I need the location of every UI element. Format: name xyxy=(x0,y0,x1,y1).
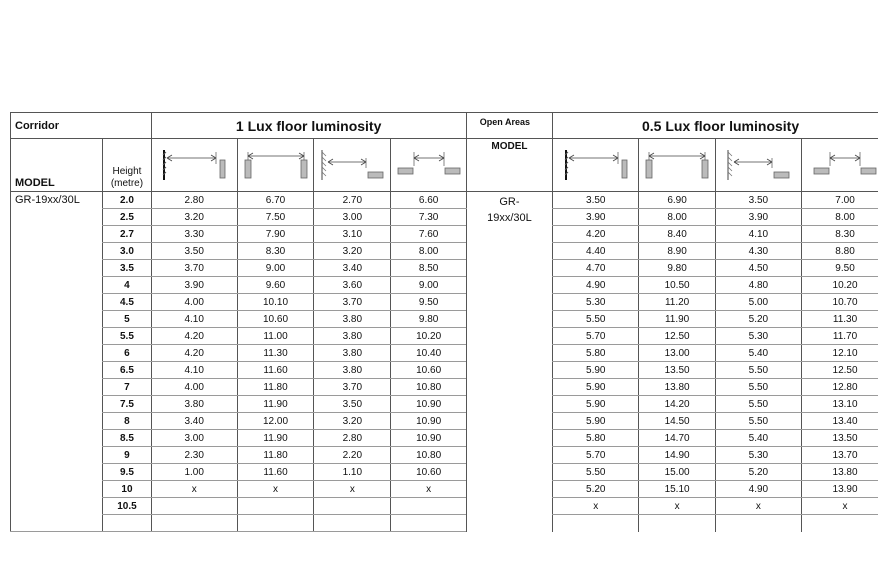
left-value-cell xyxy=(314,515,391,532)
left-value-cell xyxy=(314,498,391,515)
right-value-cell: 9.50 xyxy=(802,260,878,277)
left-value-cell: 3.20 xyxy=(151,209,237,226)
right-value-cell: 5.20 xyxy=(553,481,639,498)
left-value-cell: 3.20 xyxy=(314,243,391,260)
right-model-header: MODEL xyxy=(466,139,552,192)
right-value-cell: 14.50 xyxy=(639,413,715,430)
height-cell: 5 xyxy=(103,311,151,328)
table-row xyxy=(11,379,878,396)
right-value-cell: 9.80 xyxy=(639,260,715,277)
right-value-cell: 8.40 xyxy=(639,226,715,243)
header-row xyxy=(11,139,878,192)
height-cell: 2.5 xyxy=(103,209,151,226)
right-value-cell: 3.50 xyxy=(715,192,801,209)
left-value-cell: 3.80 xyxy=(314,311,391,328)
height-header xyxy=(103,139,151,192)
left-value-cell: 11.90 xyxy=(237,430,313,447)
table-row xyxy=(11,311,878,328)
left-value-cell xyxy=(391,498,466,515)
table-row xyxy=(11,209,878,226)
height-cell: 6 xyxy=(103,345,151,362)
left-value-cell: x xyxy=(151,481,237,498)
left-value-cell: 9.00 xyxy=(237,260,313,277)
left-value-cell: 3.70 xyxy=(151,260,237,277)
right-value-cell: 4.40 xyxy=(553,243,639,260)
left-value-cell: 12.00 xyxy=(237,413,313,430)
left-value-cell xyxy=(151,498,237,515)
table-row xyxy=(11,226,878,243)
table-body xyxy=(11,192,878,532)
height-cell: 10 xyxy=(103,481,151,498)
right-value-cell: 11.90 xyxy=(639,311,715,328)
left-value-cell: 10.80 xyxy=(391,447,466,464)
left-value-cell: 9.60 xyxy=(237,277,313,294)
right-value-cell: x xyxy=(802,498,878,515)
right-value-cell: 15.10 xyxy=(639,481,715,498)
left-value-cell: 6.60 xyxy=(391,192,466,209)
right-value-cell: 5.90 xyxy=(553,362,639,379)
left-value-cell: 7.30 xyxy=(391,209,466,226)
right-value-cell: 5.70 xyxy=(553,328,639,345)
left-value-cell: 10.20 xyxy=(391,328,466,345)
height-cell: 4.5 xyxy=(103,294,151,311)
left-luminosity-title: 1 Lux floor luminosity xyxy=(151,113,466,139)
table-row xyxy=(11,192,878,209)
right-value-cell: 5.50 xyxy=(715,396,801,413)
right-value-cell: 11.70 xyxy=(802,328,878,345)
left-value-cell: x xyxy=(237,481,313,498)
left-value-cell: 4.00 xyxy=(151,294,237,311)
height-cell: 2.7 xyxy=(103,226,151,243)
left-value-cell: 8.50 xyxy=(391,260,466,277)
height-cell: 4 xyxy=(103,277,151,294)
right-value-cell: 8.00 xyxy=(802,209,878,226)
left-value-cell: 1.00 xyxy=(151,464,237,481)
corner-to-corner-icon xyxy=(391,139,466,192)
right-value-cell xyxy=(639,515,715,532)
right-value-cell: 14.90 xyxy=(639,447,715,464)
left-value-cell xyxy=(151,515,237,532)
height-cell: 7.5 xyxy=(103,396,151,413)
right-value-cell: 3.90 xyxy=(715,209,801,226)
right-value-cell: 5.30 xyxy=(715,447,801,464)
right-value-cell: 5.80 xyxy=(553,345,639,362)
left-value-cell xyxy=(391,515,466,532)
table-row xyxy=(11,345,878,362)
wall-to-fixture-icon xyxy=(553,139,639,192)
table-row xyxy=(11,447,878,464)
table-row xyxy=(11,396,878,413)
right-value-cell: 7.00 xyxy=(802,192,878,209)
table-row xyxy=(11,498,878,515)
height-header-unit: (metre) xyxy=(110,178,144,189)
right-value-cell: 5.90 xyxy=(553,379,639,396)
right-value-cell: 4.90 xyxy=(553,277,639,294)
right-value-cell: 4.80 xyxy=(715,277,801,294)
left-value-cell: 2.20 xyxy=(314,447,391,464)
left-value-cell: 11.60 xyxy=(237,464,313,481)
right-value-cell: 11.30 xyxy=(802,311,878,328)
left-value-cell: 10.90 xyxy=(391,413,466,430)
left-value-cell: 3.20 xyxy=(314,413,391,430)
left-value-cell: 3.70 xyxy=(314,294,391,311)
right-value-cell: 13.80 xyxy=(802,464,878,481)
table-row xyxy=(11,328,878,345)
left-value-cell: 3.00 xyxy=(151,430,237,447)
table-row xyxy=(11,243,878,260)
height-cell: 8 xyxy=(103,413,151,430)
table-row xyxy=(11,362,878,379)
table-row xyxy=(11,294,878,311)
right-value-cell: 13.40 xyxy=(802,413,878,430)
right-value-cell: 13.00 xyxy=(639,345,715,362)
height-cell xyxy=(103,515,151,532)
height-cell: 3.5 xyxy=(103,260,151,277)
right-value-cell: x xyxy=(553,498,639,515)
right-value-cell: 10.50 xyxy=(639,277,715,294)
left-model-name: GR-19xx/30L xyxy=(11,192,103,532)
right-model-name xyxy=(466,192,552,532)
right-value-cell: 12.10 xyxy=(802,345,878,362)
right-value-cell xyxy=(802,515,878,532)
left-value-cell: 10.10 xyxy=(237,294,313,311)
left-value-cell: 11.80 xyxy=(237,447,313,464)
table-row xyxy=(11,260,878,277)
left-value-cell: 3.80 xyxy=(151,396,237,413)
table-row xyxy=(11,481,878,498)
left-value-cell: 2.30 xyxy=(151,447,237,464)
table-row xyxy=(11,430,878,447)
left-value-cell: 3.30 xyxy=(151,226,237,243)
right-value-cell: 4.10 xyxy=(715,226,801,243)
corridor-label: Corridor xyxy=(11,113,152,139)
left-value-cell: 9.80 xyxy=(391,311,466,328)
right-value-cell: 3.50 xyxy=(553,192,639,209)
spacing-table xyxy=(10,112,878,532)
fixture-to-fixture-icon xyxy=(639,139,715,192)
right-value-cell: 6.90 xyxy=(639,192,715,209)
right-value-cell: 5.50 xyxy=(553,464,639,481)
wall-to-corner-icon xyxy=(314,139,391,192)
left-value-cell: x xyxy=(314,481,391,498)
left-value-cell: 11.30 xyxy=(237,345,313,362)
right-model-name-line2: 19xx/30L xyxy=(487,212,532,224)
left-value-cell xyxy=(237,498,313,515)
left-value-cell: 10.60 xyxy=(391,362,466,379)
title-row xyxy=(11,113,878,139)
left-value-cell: 2.80 xyxy=(314,430,391,447)
right-value-cell: 13.70 xyxy=(802,447,878,464)
left-value-cell: 4.10 xyxy=(151,311,237,328)
corner-to-corner-icon xyxy=(802,139,878,192)
right-value-cell xyxy=(553,515,639,532)
right-value-cell: 8.30 xyxy=(802,226,878,243)
right-value-cell: 5.50 xyxy=(715,362,801,379)
right-value-cell: 5.40 xyxy=(715,430,801,447)
table-row xyxy=(11,277,878,294)
left-value-cell: 11.60 xyxy=(237,362,313,379)
left-value-cell: 3.80 xyxy=(314,328,391,345)
left-value-cell: 11.80 xyxy=(237,379,313,396)
right-luminosity-title: 0.5 Lux floor luminosity xyxy=(553,113,878,139)
right-value-cell: 8.00 xyxy=(639,209,715,226)
left-value-cell: 3.50 xyxy=(151,243,237,260)
right-value-cell: 4.70 xyxy=(553,260,639,277)
left-value-cell: 3.70 xyxy=(314,379,391,396)
right-value-cell: 13.80 xyxy=(639,379,715,396)
right-value-cell: 4.50 xyxy=(715,260,801,277)
left-value-cell: 9.00 xyxy=(391,277,466,294)
height-cell: 9.5 xyxy=(103,464,151,481)
right-value-cell: 5.50 xyxy=(715,413,801,430)
height-cell: 8.5 xyxy=(103,430,151,447)
left-value-cell: 3.40 xyxy=(314,260,391,277)
left-value-cell: 9.50 xyxy=(391,294,466,311)
right-value-cell: 5.90 xyxy=(553,396,639,413)
left-value-cell: 6.70 xyxy=(237,192,313,209)
right-value-cell: 10.20 xyxy=(802,277,878,294)
left-value-cell: 3.80 xyxy=(314,362,391,379)
right-value-cell: 4.20 xyxy=(553,226,639,243)
wall-to-fixture-icon xyxy=(151,139,237,192)
height-cell: 9 xyxy=(103,447,151,464)
left-value-cell: 3.10 xyxy=(314,226,391,243)
left-value-cell: 4.10 xyxy=(151,362,237,379)
left-value-cell: x xyxy=(391,481,466,498)
right-value-cell: 11.20 xyxy=(639,294,715,311)
right-value-cell: 5.40 xyxy=(715,345,801,362)
left-value-cell: 4.20 xyxy=(151,328,237,345)
left-value-cell: 2.80 xyxy=(151,192,237,209)
right-value-cell xyxy=(715,515,801,532)
right-value-cell: 12.50 xyxy=(639,328,715,345)
right-value-cell: 14.70 xyxy=(639,430,715,447)
right-value-cell: 5.30 xyxy=(715,328,801,345)
left-value-cell: 4.20 xyxy=(151,345,237,362)
left-value-cell: 3.00 xyxy=(314,209,391,226)
height-cell: 3.0 xyxy=(103,243,151,260)
left-value-cell: 10.90 xyxy=(391,430,466,447)
height-cell: 10.5 xyxy=(103,498,151,515)
left-value-cell: 2.70 xyxy=(314,192,391,209)
right-value-cell: 15.00 xyxy=(639,464,715,481)
right-value-cell: x xyxy=(639,498,715,515)
right-value-cell: 14.20 xyxy=(639,396,715,413)
right-value-cell: x xyxy=(715,498,801,515)
open-areas-label: Open Areas xyxy=(466,113,552,139)
right-value-cell: 5.00 xyxy=(715,294,801,311)
right-value-cell: 13.50 xyxy=(639,362,715,379)
left-value-cell: 3.80 xyxy=(314,345,391,362)
wall-to-corner-icon xyxy=(715,139,801,192)
left-value-cell: 10.40 xyxy=(391,345,466,362)
left-value-cell: 8.00 xyxy=(391,243,466,260)
right-value-cell: 13.50 xyxy=(802,430,878,447)
height-cell: 2.0 xyxy=(103,192,151,209)
left-value-cell: 10.60 xyxy=(391,464,466,481)
right-value-cell: 12.80 xyxy=(802,379,878,396)
left-model-header: MODEL xyxy=(11,139,103,192)
right-value-cell: 5.90 xyxy=(553,413,639,430)
right-value-cell: 5.50 xyxy=(553,311,639,328)
right-value-cell: 10.70 xyxy=(802,294,878,311)
left-value-cell: 3.40 xyxy=(151,413,237,430)
height-header-label: Height xyxy=(112,166,142,177)
right-value-cell: 13.10 xyxy=(802,396,878,413)
right-value-cell: 12.50 xyxy=(802,362,878,379)
right-value-cell: 5.30 xyxy=(553,294,639,311)
right-value-cell: 5.20 xyxy=(715,464,801,481)
left-value-cell xyxy=(237,515,313,532)
left-value-cell: 3.90 xyxy=(151,277,237,294)
left-value-cell: 11.00 xyxy=(237,328,313,345)
left-value-cell: 8.30 xyxy=(237,243,313,260)
fixture-to-fixture-icon xyxy=(237,139,313,192)
left-value-cell: 7.50 xyxy=(237,209,313,226)
right-value-cell: 13.90 xyxy=(802,481,878,498)
right-model-name-line1: GR- xyxy=(499,196,520,208)
left-value-cell: 10.90 xyxy=(391,396,466,413)
height-cell: 6.5 xyxy=(103,362,151,379)
left-value-cell: 10.80 xyxy=(391,379,466,396)
right-value-cell: 8.80 xyxy=(802,243,878,260)
left-value-cell: 3.60 xyxy=(314,277,391,294)
left-value-cell: 10.60 xyxy=(237,311,313,328)
left-value-cell: 3.50 xyxy=(314,396,391,413)
height-cell: 5.5 xyxy=(103,328,151,345)
right-value-cell: 3.90 xyxy=(553,209,639,226)
height-cell: 7 xyxy=(103,379,151,396)
left-value-cell: 11.90 xyxy=(237,396,313,413)
left-value-cell: 1.10 xyxy=(314,464,391,481)
right-value-cell: 5.20 xyxy=(715,311,801,328)
table-row xyxy=(11,464,878,481)
right-value-cell: 5.70 xyxy=(553,447,639,464)
left-value-cell: 4.00 xyxy=(151,379,237,396)
right-value-cell: 4.30 xyxy=(715,243,801,260)
table-row xyxy=(11,515,878,532)
right-value-cell: 5.80 xyxy=(553,430,639,447)
table-row xyxy=(11,413,878,430)
left-value-cell: 7.90 xyxy=(237,226,313,243)
right-value-cell: 5.50 xyxy=(715,379,801,396)
right-value-cell: 4.90 xyxy=(715,481,801,498)
left-value-cell: 7.60 xyxy=(391,226,466,243)
right-value-cell: 8.90 xyxy=(639,243,715,260)
